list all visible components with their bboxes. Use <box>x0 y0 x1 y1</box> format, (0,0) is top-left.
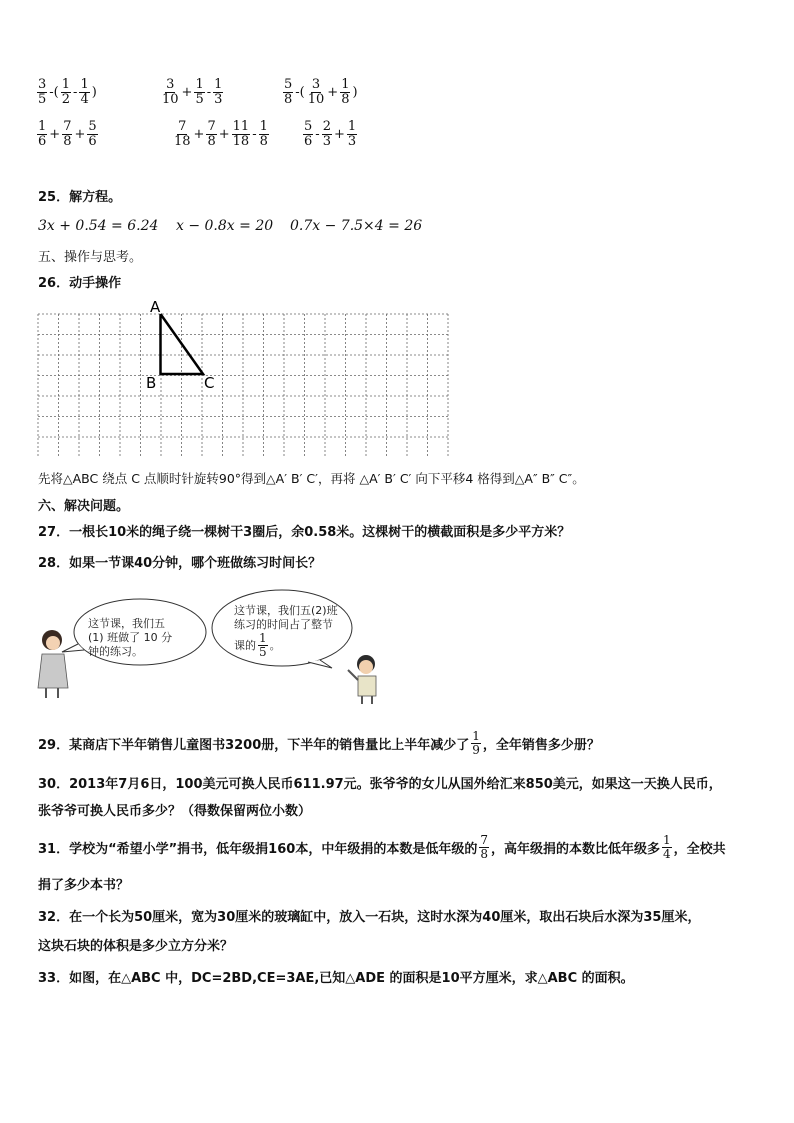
fraction: $\frac{1}{5}$ <box>259 631 267 659</box>
question-28-title: 28．如果一节课40分钟，哪个班做练习时间长？ <box>38 556 322 571</box>
question-31-line-1: 31．学校为“希望小学”捐书，低年级捐160本，中年级捐的本数是低年级的 $\frac{7}{8}$ ，高年级捐的本数比低年级多 $\frac{1}{4}$ ，全校共 <box>38 833 726 861</box>
fraction: $\frac{1}{9}$ <box>472 729 480 757</box>
section-6-heading: 六、解决问题。 <box>38 499 130 514</box>
question-30-line-1: 30．2013年7月6日，100美元可换人民币611.97元。张爷爷的女儿从国外给汇来850美元，如果这一天换人民币， <box>38 777 722 792</box>
equation-1: 3x + 0.54 = 6.24 <box>38 218 159 234</box>
fraction: $\frac{7}{8}$ <box>480 833 488 861</box>
section-5-heading: 五、操作与思考。 <box>38 250 143 265</box>
question-29: 29．某商店下半年销售儿童图书3200册，下半年的销售量比上半年减少了 $\frac{1}{9}$ ，全年销售多少册？ <box>38 729 600 757</box>
question-32-line-2: 这块石块的体积是多少立方分米？ <box>38 939 234 954</box>
question-31-line-2: 捐了多少本书？ <box>38 878 130 893</box>
fraction: $\frac{1}{4}$ <box>80 77 89 107</box>
expression-3: $\frac{5}{8}$ -( $\frac{3}{10}$ + $\frac{1}{8}$ ) <box>284 77 358 107</box>
question-25-title: 25．解方程。 <box>38 190 122 205</box>
speech-bubble-2-text: 这节课，我们五(2)班 练习的时间占了整节 课的 $\frac{1}{5}$ 。 <box>234 604 338 659</box>
vertex-label-b: B <box>146 374 157 392</box>
fraction: $\frac{1}{4}$ <box>662 833 671 861</box>
equation-2: x − 0.8x = 20 <box>176 218 274 234</box>
question-30-line-2: 张爷爷可换人民币多少？（得数保留两位小数） <box>38 804 312 819</box>
expression-1: $\frac{3}{5}$ -( $\frac{1}{2}$ - $\frac{1}{4}$ ) <box>38 77 97 107</box>
expression-4: $\frac{1}{6}$ + $\frac{7}{8}$ + $\frac{5}{6}$ <box>38 119 97 149</box>
expression-2: $\frac{3}{10}$ + $\frac{1}{5}$ - $\frac{1}{3}$ <box>162 77 223 107</box>
question-33: 33．如图，在△ABC 中，DC=2BD,CE=3AE,已知△ADE 的面积是10平方厘米，求△ABC 的面积。 <box>38 971 634 986</box>
question-32-line-1: 32．在一个长为50厘米，宽为30厘米的玻璃缸中，放入一石块，这时水深为40厘米，取出石块后水深为35厘米， <box>38 910 701 925</box>
expression-5: $\frac{7}{18}$ + $\frac{7}{8}$ + $\frac{11}{18}$ - $\frac{1}{8}$ <box>174 119 268 149</box>
question-26-instruction: 先将△ABC 绕点 C 点顺时针旋转90°得到△A′ B′ C′，再将 △A′ B′ C′ 向下平移4 格得到△A″ B″ C″。 <box>38 471 585 486</box>
speech-bubble-1-text: 这节课，我们五 (1) 班做了 10 分 钟的练习。 <box>88 617 173 658</box>
grid-diagram <box>36 296 452 456</box>
question-27: 27．一根长10米的绳子绕一棵树干3圈后，余0.58米。这棵树干的横截面积是多少平方米？ <box>38 525 571 540</box>
boy-icon <box>348 655 376 704</box>
girl-icon <box>38 630 68 698</box>
fraction: $\frac{3}{5}$ <box>38 77 47 107</box>
question-26-title: 26．动手操作 <box>38 276 122 291</box>
fraction: $\frac{1}{2}$ <box>61 77 71 107</box>
vertex-label-c: C <box>204 374 215 392</box>
equation-3: 0.7x − 7.5×4 = 26 <box>290 218 423 234</box>
vertex-label-a: A <box>150 298 161 316</box>
expression-6: $\frac{5}{6}$ - $\frac{2}{3}$ + $\frac{1}{3}$ <box>304 119 357 149</box>
